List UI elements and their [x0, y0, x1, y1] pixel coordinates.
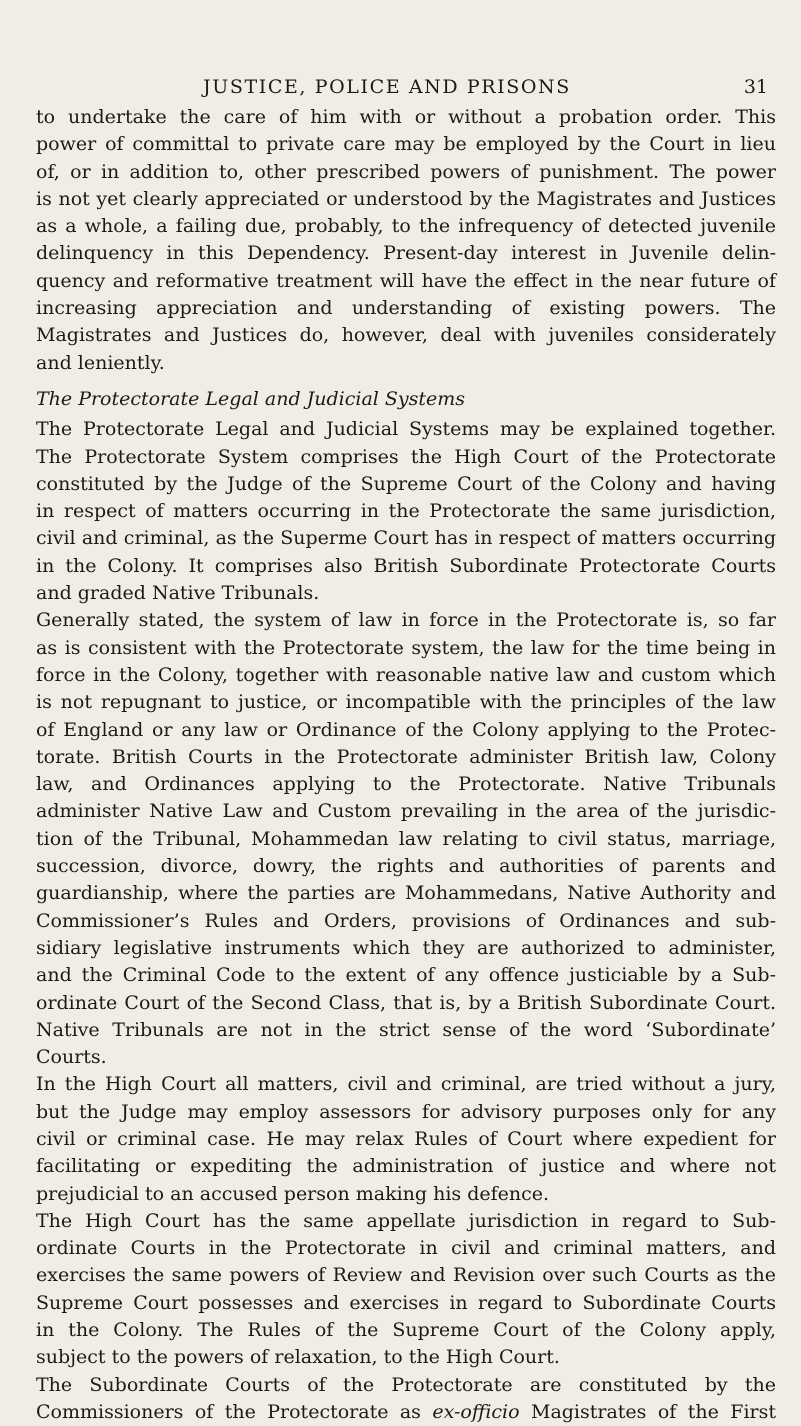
text-line: The High Court has the same appellate jurisdiction in regard to Sub-	[36, 1209, 776, 1232]
text-line: to undertake the care of him with or without a probation order. This	[36, 106, 776, 128]
text-line: power of committal to private care may be employed by the Court in lieu	[36, 133, 776, 156]
text-line: as is consistent with the Protectorate system, the law for the time being in	[36, 636, 776, 659]
paragraph-appellate-jurisdiction	[36, 1208, 776, 1372]
text-line: succession, divorce, dowry, the rights and authorities of parents and	[36, 855, 776, 878]
text-line: and graded Native Tribunals.	[36, 582, 320, 605]
text-line: tion of the Tribunal, Mohammedan law relating to civil status, marriage,	[36, 827, 776, 850]
text-run: Commissioners of the Protectorate as	[36, 1400, 421, 1423]
text-line: civil or criminal case. He may relax Rules of Court where expedient for	[36, 1127, 776, 1150]
text-line: law, and Ordinances applying to the Protectorate. Native Tribunals	[36, 773, 776, 796]
text-line: exercises the same powers of Review and Revision over such Courts as the	[36, 1264, 776, 1287]
paragraph-system-of-law	[36, 607, 776, 1071]
text-line: The Subordinate Courts of the Protectorate are constituted by the	[36, 1373, 776, 1396]
body-text	[36, 104, 776, 1426]
text-line: in respect of matters occurring in the Protectorate the same jurisdiction,	[36, 500, 776, 523]
paragraph-high-court-trials	[36, 1071, 776, 1207]
text-run: Magistrates of the First	[530, 1400, 776, 1423]
text-line	[36, 1399, 776, 1426]
text-line: Courts.	[36, 1046, 107, 1069]
paragraph-juvenile-committal	[36, 104, 776, 377]
text-line: of England or any law or Ordinance of the Colony applying to the Protec-	[36, 718, 776, 741]
text-line: is not yet clearly appreciated or understood by the Magistrates and Justices	[36, 187, 776, 210]
spacer	[36, 377, 776, 386]
section-heading: The Protectorate Legal and Judicial Systems	[36, 387, 466, 410]
text-line: delinquency in this Dependency. Present-day interest in Juvenile delin-	[36, 242, 776, 265]
text-line: civil and criminal, as the Superme Court has in respect of matters occurring	[36, 527, 776, 550]
text-line: constituted by the Judge of the Supreme Court of the Colony and having	[36, 472, 776, 495]
text-line: Supreme Court possesses and exercises in regard to Subordinate Courts	[36, 1291, 776, 1314]
text-line: Magistrates and Justices do, however, deal with juveniles considerately	[36, 324, 776, 347]
text-line: quency and reformative treatment will have the effect in the near future of	[36, 269, 776, 292]
text-line: increasing appreciation and understanding of existing powers. The	[36, 297, 776, 320]
text-line: is not repugnant to justice, or incompatible with the principles of the law	[36, 691, 776, 714]
text-line: Generally stated, the system of law in force in the Protectorate is, so far	[36, 609, 776, 632]
paragraph-systems-overview	[36, 416, 776, 607]
italic-term: ex-officio	[432, 1400, 520, 1423]
page-number: 31	[743, 76, 768, 98]
text-line: The Protectorate Legal and Judicial Systems may be explained together.	[36, 418, 776, 441]
text-line: as a whole, a failing due, probably, to the infrequency of detected juvenile	[36, 215, 776, 238]
text-line: but the Judge may employ assessors for advisory purposes only for any	[36, 1100, 776, 1123]
text-line: ordinate Courts in the Protectorate in civil and criminal matters, and	[36, 1237, 776, 1260]
text-line: ordinate Court of the Second Class, that is, by a British Subordinate Court.	[36, 991, 776, 1014]
text-line: administer Native Law and Custom prevailing in the area of the jurisdic-	[36, 800, 776, 823]
text-line: prejudicial to an accused person making his defence.	[36, 1182, 550, 1205]
text-line: Commissioner’s Rules and Orders, provisions of Ordinances and sub-	[36, 909, 776, 932]
running-title: JUSTICE, POLICE AND PRISONS	[203, 76, 571, 98]
text-line: Native Tribunals are not in the strict sense of the word ‘Subordinate’	[36, 1018, 776, 1041]
text-line: subject to the powers of relaxation, to the High Court.	[36, 1346, 560, 1369]
text-line: sidiary legislative instruments which they are authorized to administer,	[36, 936, 776, 959]
text-line: and the Criminal Code to the extent of any offence justiciable by a Sub-	[36, 964, 776, 987]
text-line: torate. British Courts in the Protectorate administer British law, Colony	[36, 745, 776, 768]
text-line: The Protectorate System comprises the High Court of the Protectorate	[36, 445, 776, 468]
text-line: guardianship, where the parties are Mohammedans, Native Authority and	[36, 882, 776, 905]
text-line: force in the Colony, together with reasonable native law and custom which	[36, 663, 776, 686]
text-line: in the Colony. The Rules of the Supreme Court of the Colony apply,	[36, 1319, 776, 1342]
running-head	[0, 72, 801, 102]
paragraph-subordinate-courts	[36, 1372, 776, 1426]
text-line: of, or in addition to, other prescribed powers of punishment. The power	[36, 160, 776, 183]
text-line: facilitating or expediting the administration of justice and where not	[36, 1155, 776, 1178]
text-line: in the Colony. It comprises also British Subordinate Protectorate Courts	[36, 554, 776, 577]
text-line: In the High Court all matters, civil and criminal, are tried without a jury,	[36, 1073, 776, 1096]
text-line: and leniently.	[36, 351, 165, 374]
